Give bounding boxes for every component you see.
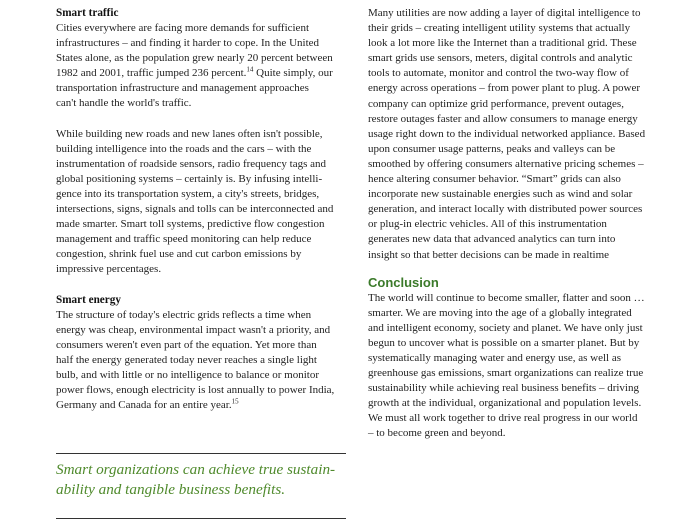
text-line: smoothed by offering consumers alternative pricing schemes –	[368, 157, 644, 170]
footnote-15: 15	[231, 397, 239, 406]
text-line: management and traffic speed monitoring can help reduce	[56, 233, 312, 246]
smart-energy-paragraph	[56, 308, 348, 414]
text-fragment: Germany and Canada for an entire year.	[56, 399, 232, 412]
text-line: generation, and interact locally with distributed power sources	[368, 203, 643, 216]
text-line: restore outages faster and allow consumers to manage energy	[368, 112, 638, 125]
text-fragment: Quite simply, our	[253, 67, 333, 80]
smart-traffic-heading: Smart traffic	[56, 7, 119, 19]
text-line: hence altering consumer behavior. “Smart” grids can also	[368, 173, 621, 186]
text-line: incorporate new sustainable energies such as wind and solar	[368, 188, 633, 201]
text-line: systematically managing water and energy use, as well as	[368, 351, 622, 364]
text-line: insight so that better decisions can be made in realtime	[368, 248, 610, 261]
text-line: growth at the individual, organizational and population levels.	[368, 397, 642, 410]
text-line: greenhouse gas emissions, smart organizations can realize true	[368, 367, 644, 380]
text-line: consumers weren't even part of the equation. Yet more than	[56, 338, 317, 351]
text-line: energy across operations – from power plant to plug. A power	[368, 82, 640, 95]
left-column	[56, 0, 348, 413]
text-line: usage right down to the individual networked appliance. Based	[368, 127, 646, 140]
smart-grid-paragraph	[368, 6, 660, 263]
smart-traffic-paragraph-2	[56, 127, 348, 278]
text-line: instrumentation of roadside sensors, radio frequency tags and	[56, 157, 327, 170]
text-line: Cities everywhere are facing more demands for sufficient	[56, 22, 309, 34]
text-line: tools to automate, monitor and control the two-way flow of	[368, 67, 629, 80]
text-line: their grids – creating intelligent utility systems that actually	[368, 22, 631, 35]
smart-energy-heading: Smart energy	[56, 293, 121, 306]
text-line: impressive percentages.	[56, 263, 162, 276]
text-line: global positioning systems – certainly is. By infusing intelli-	[56, 172, 323, 185]
text-line: sustainability while achieving real business benefits – driving	[368, 382, 639, 395]
text-line: The structure of today's electric grids reflects a time when	[56, 308, 312, 321]
text-line: gence into its transportation system, a city's streets, bridges,	[56, 187, 320, 200]
pullquote	[56, 460, 356, 500]
footnote-14: 14	[246, 65, 254, 74]
right-column	[368, 0, 660, 442]
pullquote-line: ability and tangible business benefits.	[56, 481, 286, 498]
text-line: company can optimize grid performance, prevent outages,	[368, 97, 624, 110]
pullquote-line: Smart organizations can achieve true sustain-	[56, 461, 336, 478]
text-line: energy was cheap, environmental impact wasn't a priority, and	[56, 323, 331, 336]
pullquote-top-rule	[56, 453, 346, 454]
text-line: generates new data that advanced analytics can turn into	[368, 233, 616, 246]
text-line	[56, 398, 348, 413]
text-line	[56, 66, 348, 81]
text-line: and intelligent economy, society and planet. We have only just	[368, 321, 643, 334]
text-line: building intelligence into the roads and the cars – with the	[56, 142, 312, 155]
text-line: intersections, signs, signals and tolls can be interconnected and	[56, 203, 334, 216]
text-line: While building new roads and new lanes often isn't possible,	[56, 127, 323, 140]
text-line: infrastructures – and finding it harder to cope. In the United	[56, 37, 320, 50]
text-line: smarter. We are moving into the age of a globally integrated	[368, 306, 632, 319]
text-line: Many utilities are now adding a layer of digital intelligence to	[368, 7, 641, 19]
conclusion-heading: Conclusion	[368, 274, 439, 290]
text-line: The world will continue to become smaller, flatter and soon …	[368, 291, 645, 304]
text-line: smart grids use sensors, meters, digital controls and analytic	[368, 52, 633, 65]
text-line: can't handle the world's traffic.	[56, 97, 192, 110]
text-line: half the energy generated today never reaches a single light	[56, 353, 317, 366]
smart-traffic-paragraph-1	[56, 21, 348, 112]
text-fragment: 1982 and 2001, traffic jumped 236 percent.	[56, 67, 247, 80]
text-line: made smarter. Smart toll systems, predictive flow congestion	[56, 218, 325, 231]
text-line: upon consumer usage patterns, peaks and valleys can be	[368, 142, 616, 155]
text-line: begun to uncover what is possible on a smarter planet. But by	[368, 336, 640, 349]
conclusion-paragraph	[368, 291, 660, 442]
text-line: power flows, enough electricity is lost annually to power India,	[56, 383, 335, 396]
text-line: look a lot more like the Internet than a traditional grid. These	[368, 37, 637, 50]
text-line: – to become green and beyond.	[368, 427, 506, 440]
text-line: bulb, and with little or no intelligence to balance or monitor	[56, 368, 320, 381]
text-line: transportation infrastructure and management approaches	[56, 82, 309, 95]
pullquote-bottom-rule	[56, 518, 346, 519]
text-line: States alone, as the population grew nearly 20 percent between	[56, 52, 333, 65]
text-line: congestion, shrink fuel use and cut carbon emissions by	[56, 248, 302, 261]
text-line: We must all work together to drive real progress in our world	[368, 412, 638, 425]
text-line: or plug-in electric vehicles. All of this instrumentation	[368, 218, 607, 231]
